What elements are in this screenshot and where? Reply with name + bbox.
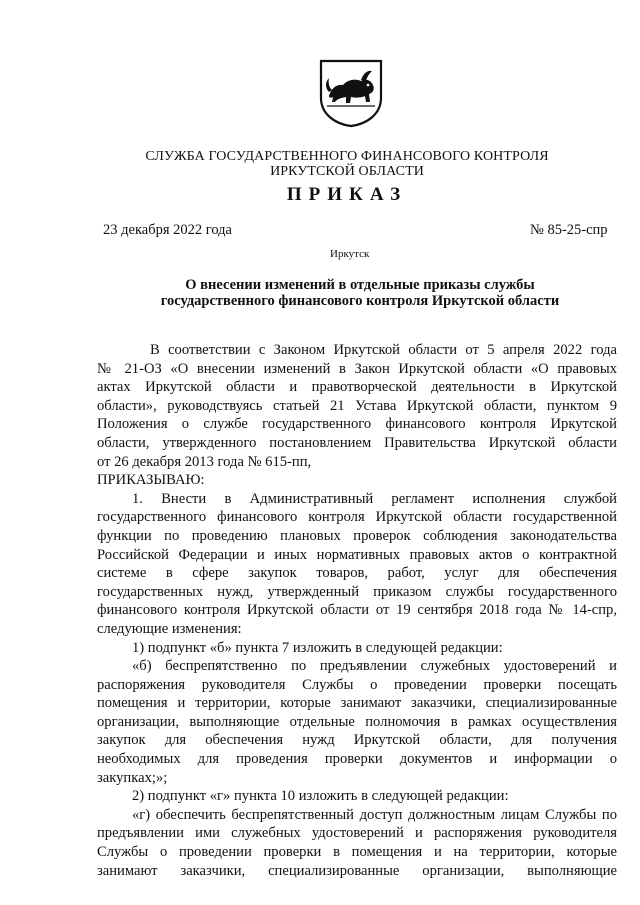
document-type-heading: ПРИКАЗ bbox=[286, 184, 408, 205]
body-line: «г) обеспечить беспрепятственный доступ должностным лицам Службы по bbox=[132, 806, 617, 823]
body-line: закупок для обеспечения нужд Иркутской области, для получения bbox=[97, 732, 617, 749]
document-title-line2: государственного финансового контроля Иркутской области bbox=[160, 293, 560, 309]
body-line: Положения о службе государственного финансового контроля Иркутской bbox=[97, 416, 617, 433]
body-line: государственных нужд, утвержденный приказом службы государственного bbox=[97, 583, 617, 600]
body-line: области», руководствуясь статьей 21 Устава Иркутской области, пунктом 9 bbox=[97, 397, 617, 414]
coat-of-arms-icon bbox=[317, 58, 385, 128]
body-line: Службы о проведении проверки в помещения и на территории, которые bbox=[97, 844, 617, 861]
document-city: Иркутск bbox=[330, 248, 370, 260]
body-line: следующие изменения: bbox=[97, 620, 242, 637]
body-line: области, утвержденного постановлением Правительства Иркутской области bbox=[97, 434, 617, 451]
body-line: финансового контроля Иркутской области от 19 сентября 2018 года № 14-спр, bbox=[97, 602, 617, 619]
body-line: закупках;»; bbox=[97, 769, 168, 786]
body-line: предъявлении ими служебных удостоверений и распоряжения руководителя bbox=[97, 825, 617, 842]
organization-name-line2: ИРКУТСКОЙ ОБЛАСТИ bbox=[270, 164, 424, 179]
body-line: актах Иркутской области и правотворческой деятельности в Иркутской bbox=[97, 379, 617, 396]
body-line: В соответствии с Законом Иркутской области от 5 апреля 2022 года bbox=[150, 342, 617, 358]
body-line: 2) подпункт «г» пункта 10 изложить в следующей редакции: bbox=[132, 788, 509, 805]
coat-of-arms-emblem bbox=[317, 58, 385, 128]
body-line: распоряжения руководителя Службы о проведении проверки посещать bbox=[97, 676, 617, 693]
body-line: занимают заказчики, специализированные организации, выполняющие bbox=[97, 862, 617, 879]
body-line: «б) беспрепятственно по предъявлении служебных удостоверений и bbox=[132, 658, 617, 675]
body-line: государственного финансового контроля Иркутской области государственной bbox=[97, 509, 617, 526]
document-title-line1: О внесении изменений в отдельные приказы службы bbox=[185, 277, 535, 293]
body-line: от 26 декабря 2013 года № 615-пп, bbox=[97, 453, 312, 470]
body-line: функции по проведению плановых проверок соблюдения законодательства bbox=[97, 527, 617, 544]
document-date: 23 декабря 2022 года bbox=[103, 222, 232, 238]
body-line: организации, выполняющие отдельные полномочия в рамках осуществления bbox=[97, 713, 617, 730]
body-line: 1) подпункт «б» пункта 7 изложить в следующей редакции: bbox=[132, 639, 503, 656]
organization-name-line1: СЛУЖБА ГОСУДАРСТВЕННОГО ФИНАНСОВОГО КОНТРОЛЯ bbox=[145, 149, 549, 164]
document-body bbox=[97, 341, 617, 880]
document-number: № 85-25-спр bbox=[530, 222, 608, 238]
body-line: 1. Внести в Административный регламент исполнения службой bbox=[132, 490, 617, 507]
body-line: помещения и территории, которые занимают заказчики, специализированные bbox=[97, 695, 617, 712]
body-line: необходимых для проведения проверки документов и информации о bbox=[97, 751, 617, 768]
body-line: Российской Федерации и иных нормативных правовых актов о контрактной bbox=[97, 546, 617, 563]
body-line: системе в сфере закупок товаров, работ, услуг для обеспечения bbox=[97, 565, 617, 582]
order-keyword: ПРИКАЗЫВАЮ: bbox=[97, 472, 205, 489]
body-line: № 21-ОЗ «О внесении изменений в Закон Иркутской области «О правовых bbox=[97, 360, 617, 377]
